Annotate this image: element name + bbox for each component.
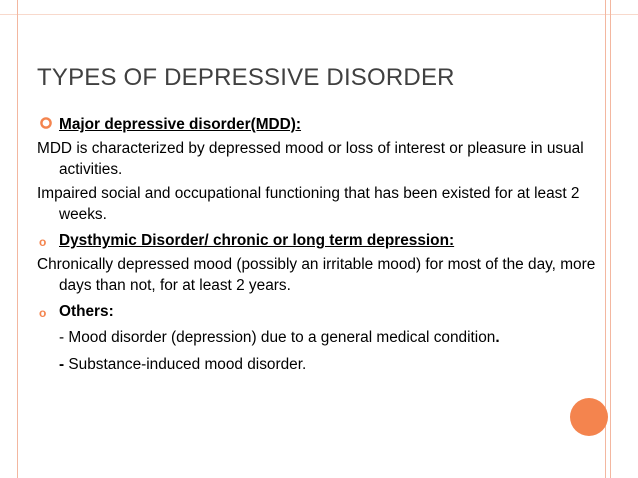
- section-heading: Others:: [59, 303, 114, 320]
- list-item: [37, 327, 597, 348]
- section-heading: Dysthymic Disorder/ chronic or long term depression:: [59, 232, 455, 249]
- list-item-text: Mood disorder (depression) due to a general medical condition: [68, 329, 496, 346]
- list-item-text: Substance-induced mood disorder.: [68, 356, 307, 373]
- decorative-rule-top: [0, 14, 638, 15]
- slide-title: TYPES OF DEPRESSIVE DISORDER: [37, 64, 455, 91]
- section-heading: Major depressive disorder(MDD):: [59, 116, 302, 133]
- section-dysthymic: [37, 230, 597, 251]
- section-major-depressive: [37, 114, 597, 135]
- list-item: [37, 354, 597, 375]
- paragraph: MDD is characterized by depressed mood or loss of interest or pleasure in usual activities.: [37, 140, 584, 178]
- decorative-rule-right: [610, 0, 611, 478]
- paragraph: Impaired social and occupational functioning that has been existed for at least 2 weeks.: [37, 185, 580, 223]
- list-item-prefix: -: [59, 329, 69, 346]
- section-others: [37, 301, 597, 322]
- list-item-suffix: .: [495, 329, 500, 346]
- hollow-circle-bullet-icon: [39, 114, 53, 135]
- slide-body: [37, 112, 597, 375]
- paragraph: Chronically depressed mood (possibly an irritable mood) for most of the day, more days than not, for at least 2 years.: [37, 256, 596, 294]
- decorative-rule-left: [17, 0, 18, 478]
- circle-bullet-icon: o: [39, 306, 47, 320]
- accent-circle: [570, 398, 608, 436]
- list-item-prefix: -: [59, 356, 69, 373]
- circle-bullet-icon: o: [39, 235, 47, 249]
